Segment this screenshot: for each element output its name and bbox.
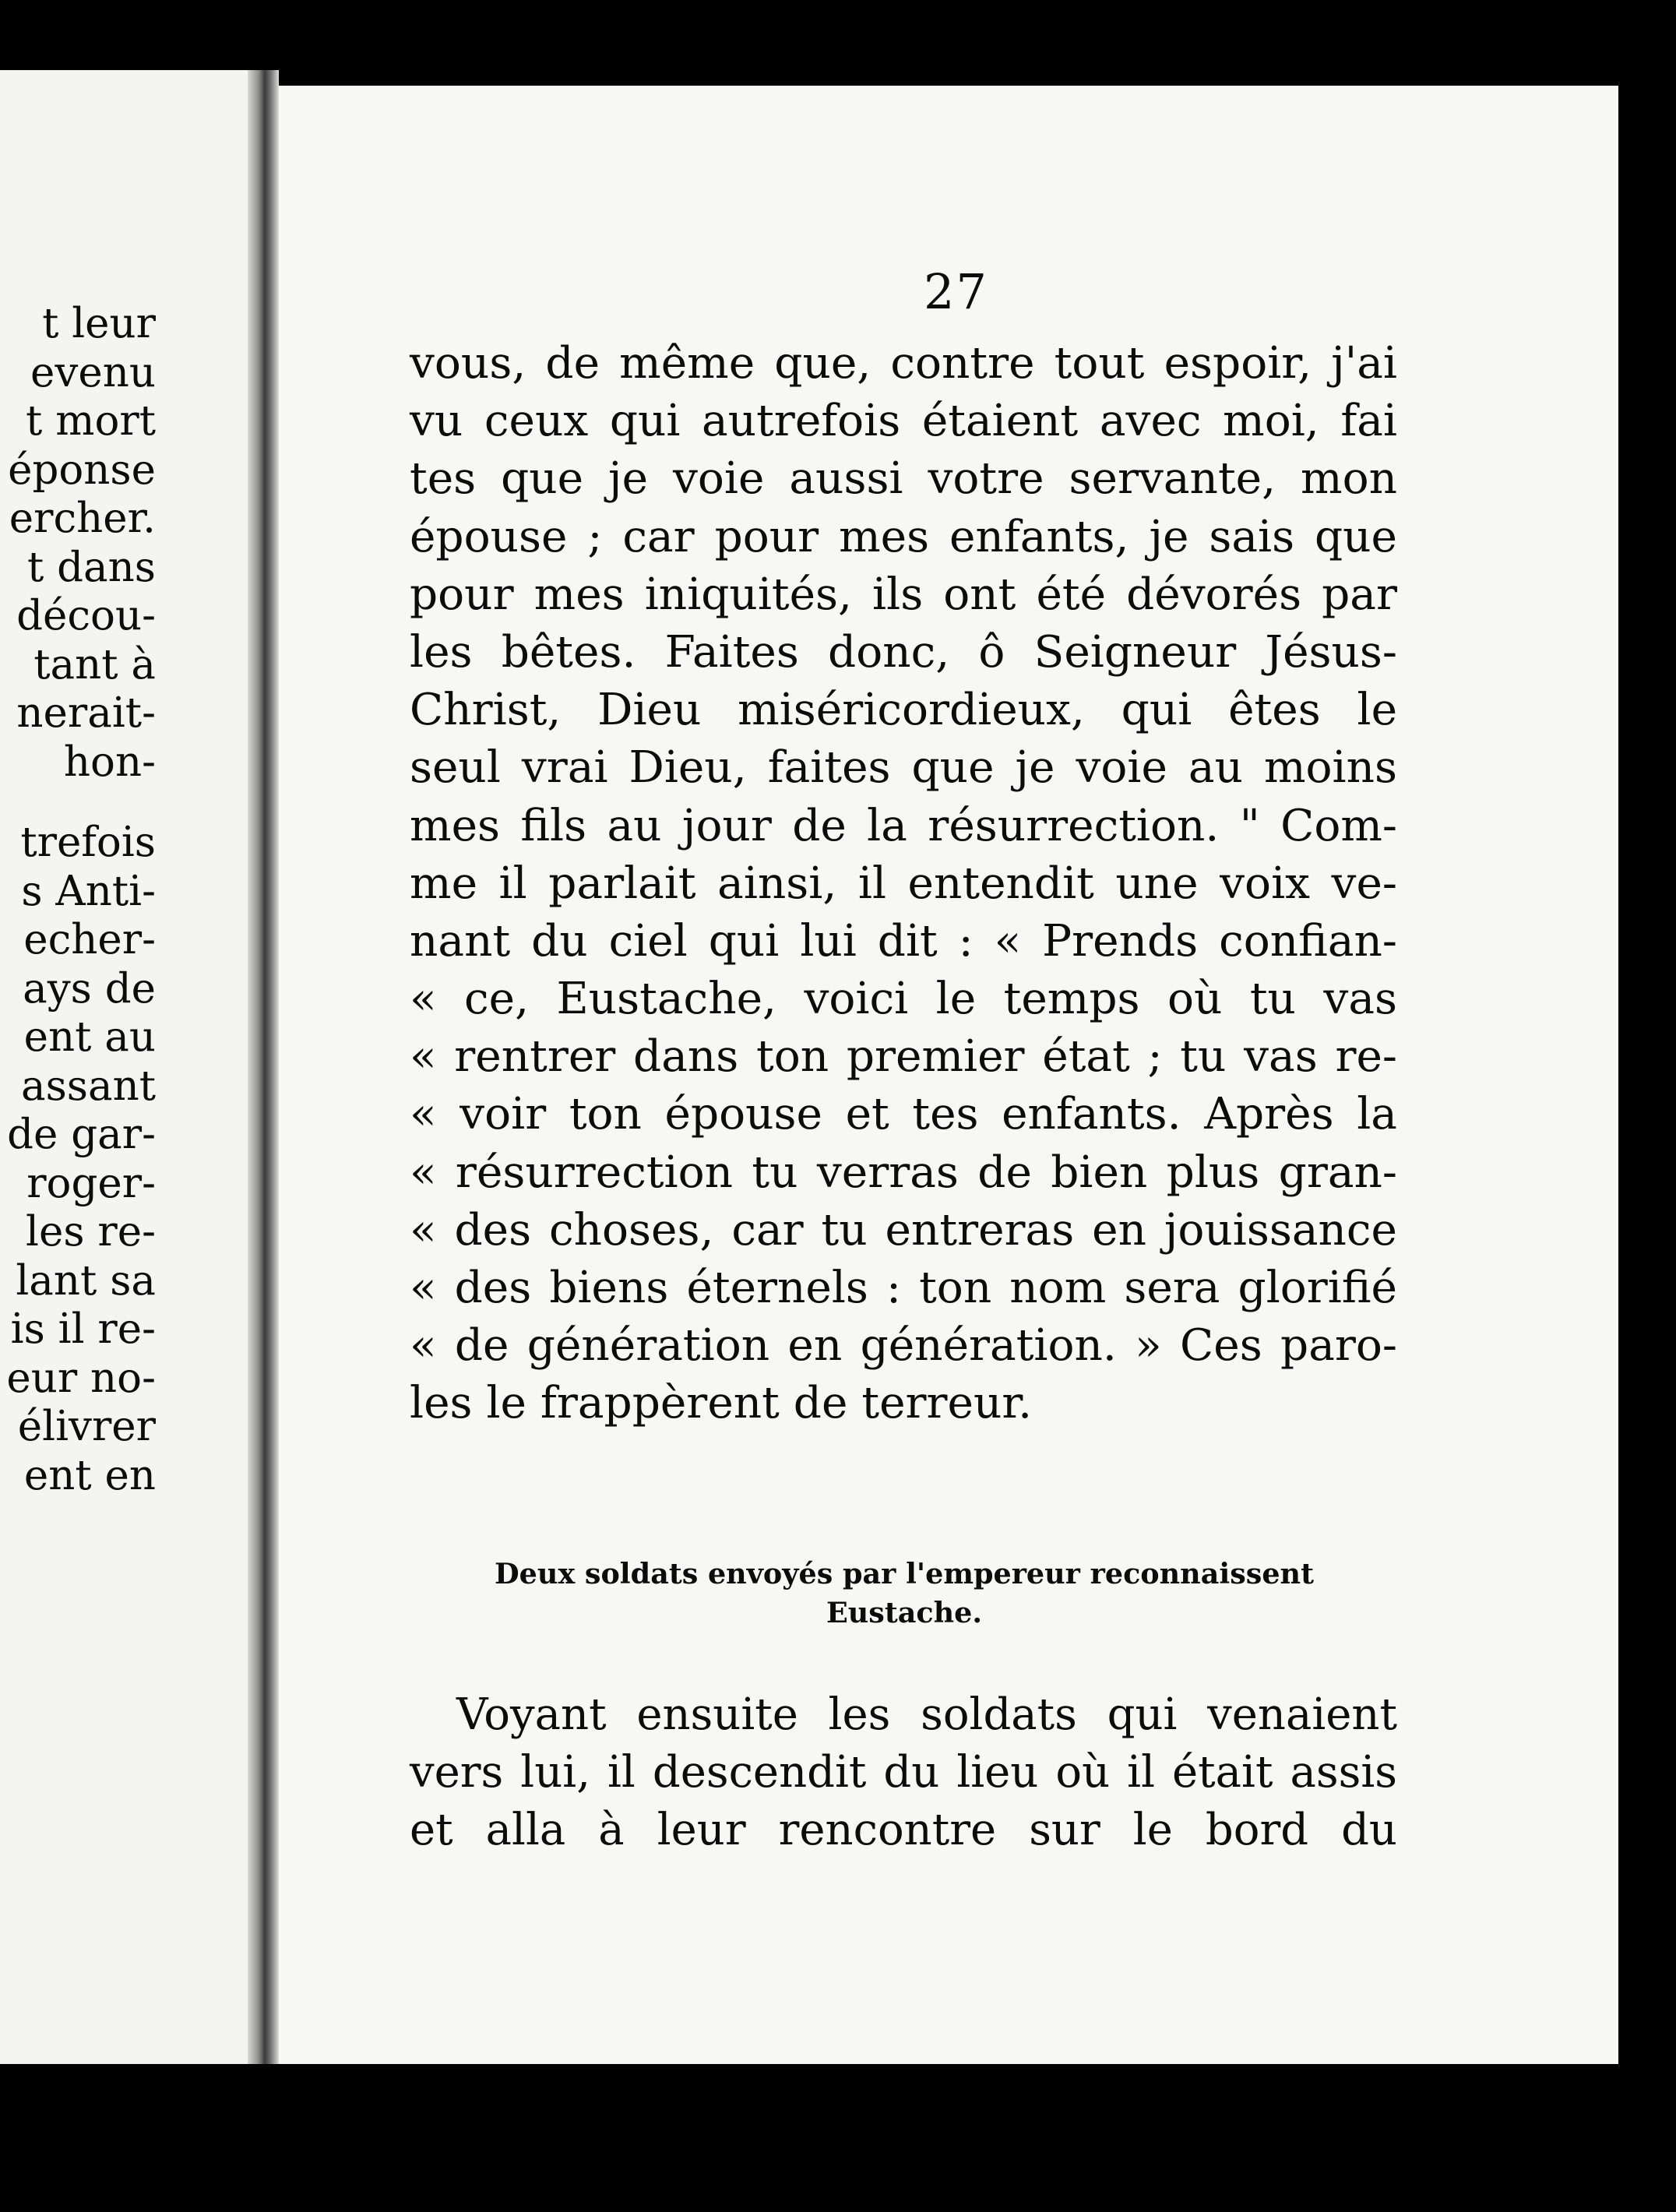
text-line: Voyant ensuite les soldats qui venaient bbox=[456, 1689, 1397, 1740]
text-line: et alla à leur rencontre sur le bord du bbox=[410, 1805, 1397, 1855]
text-line: vu ceux qui autrefois étaient avec moi, fai bbox=[410, 396, 1397, 447]
left-line: roger- bbox=[26, 1159, 156, 1207]
section-heading-line-1: Deux soldats envoyés par l'empereur reconnaissent bbox=[495, 1557, 1314, 1590]
left-line: ercher. bbox=[9, 495, 156, 542]
left-line: lant sa bbox=[16, 1256, 156, 1305]
section-heading-line-2: Eustache. bbox=[826, 1596, 983, 1629]
left-line: eur no- bbox=[6, 1354, 156, 1402]
left-facing-page bbox=[0, 70, 248, 2064]
left-line: assant bbox=[20, 1062, 156, 1110]
text-line: me il parlait ainsi, il entendit une voix ve- bbox=[410, 858, 1397, 909]
text-line: nant du ciel qui lui dit : « Prends confian- bbox=[410, 915, 1397, 967]
text-line: mes fils au jour de la résurrection. " Com- bbox=[410, 800, 1397, 851]
book-gutter bbox=[248, 70, 279, 2064]
text-line: « ce, Eustache, voici le temps où tu vas bbox=[410, 974, 1397, 1025]
text-line: les bêtes. Faites donc, ô Seigneur Jésus- bbox=[410, 626, 1397, 678]
left-line: hon- bbox=[63, 738, 156, 786]
text-line: « voir ton épouse et tes enfants. Après la bbox=[410, 1089, 1397, 1140]
paragraph-2 bbox=[410, 1686, 1397, 1859]
left-line: éponse bbox=[8, 446, 156, 494]
left-line: echer- bbox=[23, 916, 156, 963]
left-line: evenu bbox=[30, 348, 156, 396]
left-line: is il re- bbox=[10, 1305, 156, 1353]
left-line: ent au bbox=[23, 1013, 156, 1061]
section-heading bbox=[400, 1555, 1408, 1633]
left-line: trefois bbox=[20, 819, 156, 866]
page-number: 27 bbox=[924, 263, 988, 320]
left-line: ays de bbox=[23, 964, 156, 1013]
text-line: « des biens éternels : ton nom sera glorifié bbox=[410, 1263, 1397, 1313]
left-line: ent en bbox=[23, 1451, 156, 1499]
left-line: tant à bbox=[33, 640, 156, 689]
text-line: vous, de même que, contre tout espoir, j'ai bbox=[410, 338, 1397, 389]
text-line: pour mes iniquités, ils ont été dévorés par bbox=[410, 569, 1397, 620]
text-line: « rentrer dans ton premier état ; tu vas re- bbox=[410, 1031, 1397, 1083]
text-line: « résurrection tu verras de bien plus gran- bbox=[410, 1147, 1397, 1198]
left-line: nerait- bbox=[16, 689, 156, 737]
text-line: les le frappèrent de terreur. bbox=[410, 1378, 1033, 1429]
left-line: t leur bbox=[42, 300, 156, 347]
left-line: élivrer bbox=[17, 1403, 156, 1450]
left-line: les re- bbox=[26, 1208, 156, 1256]
text-line: vers lui, il descendit du lieu où il était assis bbox=[410, 1747, 1397, 1798]
paragraph-1 bbox=[410, 335, 1397, 1433]
left-line: t mort bbox=[26, 397, 156, 445]
left-line: s Anti- bbox=[21, 867, 156, 915]
text-line: « de génération en génération. » Ces paro- bbox=[410, 1320, 1397, 1372]
left-line: de gar- bbox=[7, 1111, 156, 1158]
left-line: t dans bbox=[26, 543, 156, 591]
text-line: Christ, Dieu miséricordieux, qui êtes le bbox=[410, 685, 1397, 736]
text-line: seul vrai Dieu, faites que je voie au moins bbox=[410, 742, 1397, 794]
text-line: épouse ; car pour mes enfants, je sais que bbox=[410, 511, 1397, 562]
left-line-gap bbox=[6, 787, 156, 819]
left-page-text bbox=[6, 300, 156, 1500]
text-line: tes que je voie aussi votre servante, mon bbox=[410, 453, 1397, 505]
left-line: décou- bbox=[16, 592, 156, 639]
right-main-page bbox=[279, 86, 1618, 2064]
text-line: « des choses, car tu entreras en jouissance bbox=[410, 1204, 1397, 1256]
